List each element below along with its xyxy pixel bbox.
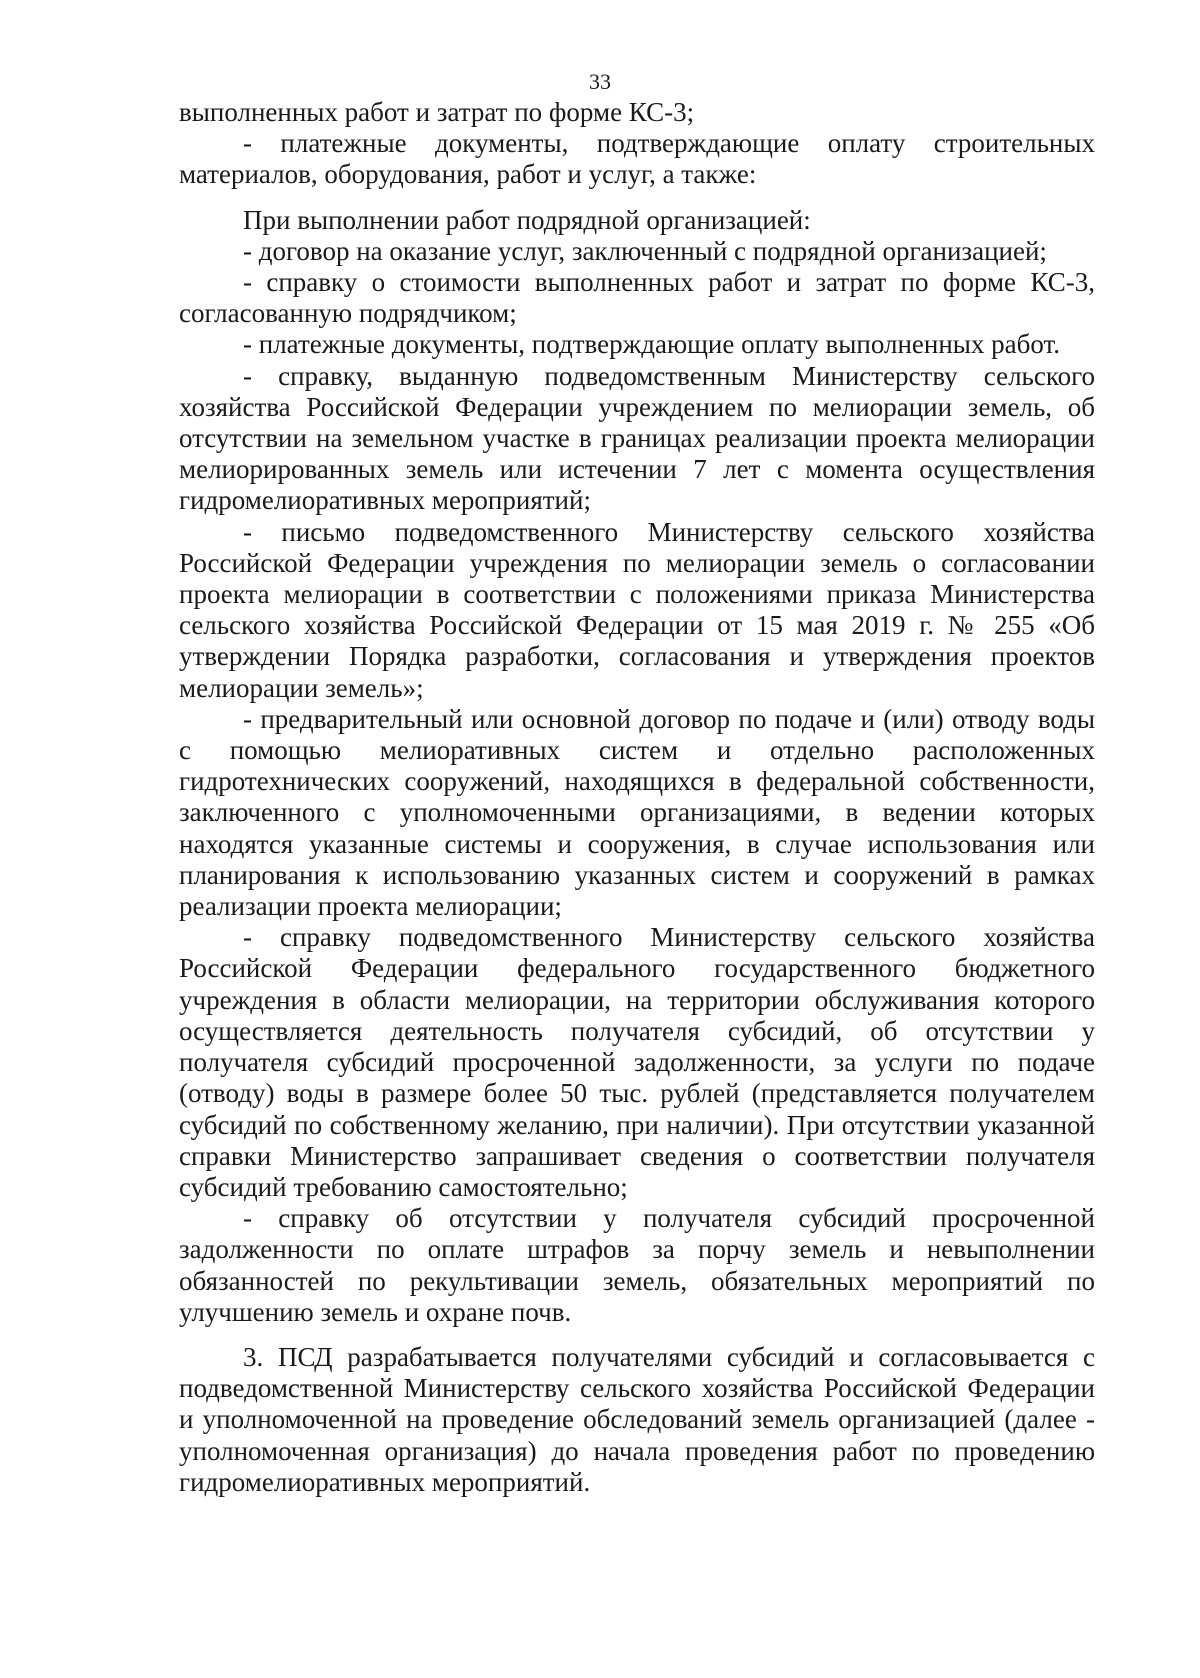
paragraph-cost-certificate: - справку о стоимости выполненных работ и затрат по форме КС-3, согласованную подрядчиком; [179, 267, 1095, 329]
paragraph-payment-confirmation: - платежные документы, подтверждающие оплату выполненных работ. [243, 329, 1061, 360]
paragraph-reclamation-certificate: - справку, выданную подведомственным Министерству сельского хозяйства Российской Федерации учреждением по мелиорации земель, об отсутствии на земельном участке в границах реализации проекта мелиорации мелиорированных земель или истечении 7 лет с момента осуществления гидромелиоративных мероприятий; [179, 360, 1095, 516]
paragraph-debt-certificate: - справку подведомственного Министерству сельского хозяйства Российской Федерации федерального государственного бюджетного учреждения в области мелиорации, на территории обслуживания которого осуществляется деятельность получателя субсидий, об отсутствии у получателя субсидий просроченной задолженности, за услуги по подаче (отводу) воды в размере более 50 тыс. рублей (представляется получателем субсидий по собственному желанию, при наличии). При отсутствии указанной справки Министерство запрашивает сведения о соответствии получателя субсидий требованию самостоятельно; [179, 922, 1095, 1202]
paragraph-approval-letter: - письмо подведомственного Министерству сельского хозяйства Российской Федерации учреждения по мелиорации земель о согласовании проекта мелиорации в соответствии с положениями приказа Министерства сельского хозяйства Российской Федерации от 15 мая 2019 г. № 255 «Об утверждении Порядка разработки, согласования и утверждения проектов мелиорации земель»; [179, 516, 1095, 703]
page-number: 33 [589, 69, 611, 94]
document-body [179, 97, 1095, 1498]
paragraph-water-supply-contract: - предварительный или основной договор по подаче и (или) отводу воды с помощью мелиоративных систем и отдельно расположенных гидротехнических сооружений, находящихся в федеральной собственности, заключенного с уполномоченными организациями, в ведении которых находятся указанные системы и сооружения, в случае использования или планирования к использованию указанных систем и сооружений в рамках реализации проекта мелиорации; [179, 703, 1095, 922]
paragraph-payment-documents: - платежные документы, подтверждающие оплату строительных материалов, оборудования, работ и услуг, а также: [179, 128, 1095, 190]
paragraph-section-3: 3. ПСД разрабатывается получателями субсидий и согласовывается с подведомственной Министерству сельского хозяйства Российской Федерации и уполномоченной на проведение обследований земель организацией (далее - уполномоченная организация) до начала проведения работ по проведению гидромелиоративных мероприятий. [179, 1341, 1095, 1497]
paragraph-contractor-heading: При выполнении работ подрядной организацией: [243, 204, 811, 235]
paragraph-continuation-ks3: выполненных работ и затрат по форме КС-3; [179, 97, 695, 127]
paragraph-fines-certificate: - справку об отсутствии у получателя субсидий просроченной задолженности по оплате штрафов за порчу земель и невыполнении обязанностей по рекультивации земель, обязательных мероприятий по улучшению земель и охране почв. [179, 1203, 1095, 1327]
paragraph-service-contract: - договор на оказание услуг, заключенный с подрядной организацией; [243, 235, 1047, 266]
